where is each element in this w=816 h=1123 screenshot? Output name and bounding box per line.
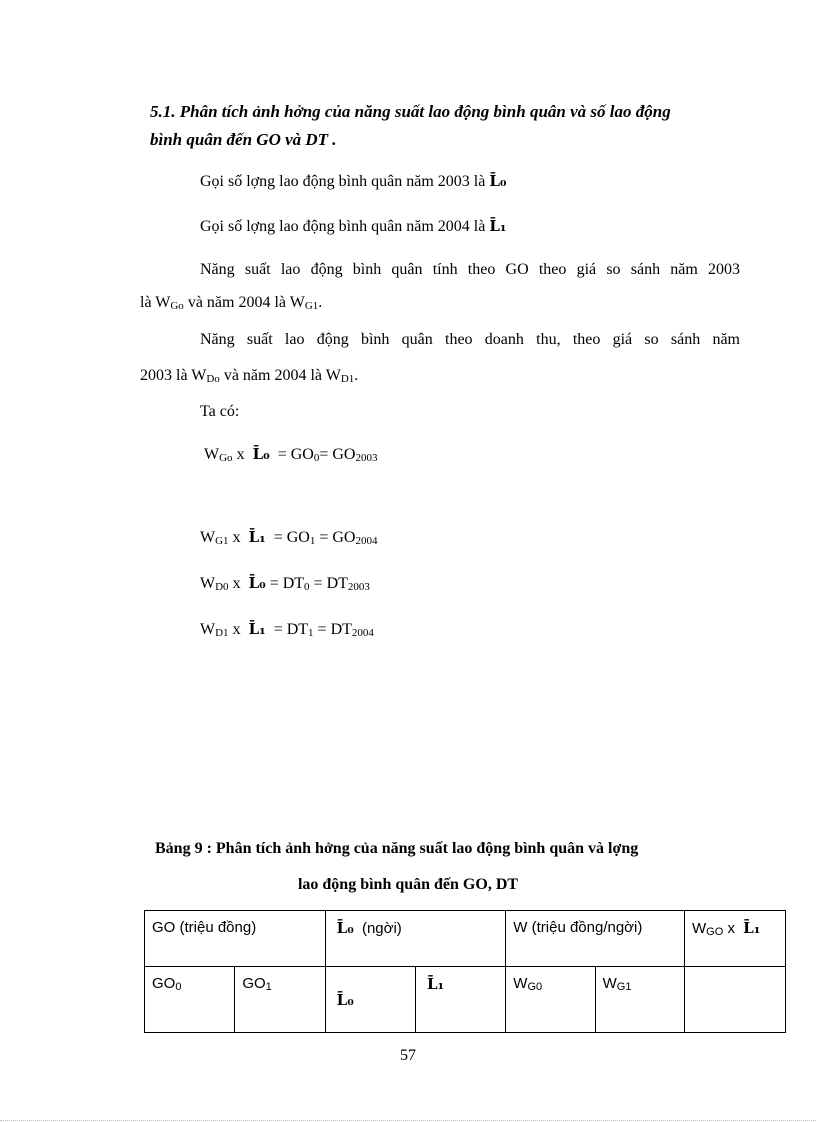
cell-l0: L̄₀ [325, 967, 415, 1033]
cell-go1: GO1 [235, 967, 325, 1033]
analysis-table [144, 910, 786, 1033]
table-row [145, 967, 786, 1033]
header-l: L̄₀ (ngời) [325, 911, 506, 967]
section-heading-line2: bình quân đến GO và DT . [150, 130, 337, 149]
l0-symbol: L̄₀ [336, 919, 354, 937]
section-heading-line1: 5.1. Phân tích ảnh hởng của năng suất lao động bình quân và số lao động [150, 102, 671, 121]
header-wgo-x-l1: WGO x L̄₁ [685, 911, 786, 967]
table-caption-line2: lao động bình quân đến GO, DT [297, 876, 519, 893]
cell-empty [685, 967, 786, 1033]
equation-go1: WG1 x L̄₁ = GO1 = GO2004 [200, 528, 378, 547]
paragraph-l0: Gọi số lợng lao động bình quân năm 2003 là L̄₀ [200, 172, 507, 190]
l1-symbol: L̄₁ [489, 217, 507, 235]
paragraph-dt-productivity: Năng suất lao động bình quân theo doanh thu, theo giá so sánh năm [200, 331, 740, 348]
ta-co-label: Ta có: [200, 403, 240, 420]
equation-dt0: WD0 x L̄₀ = DT0 = DT2003 [200, 574, 370, 593]
cell-wg0: WG0 [506, 967, 595, 1033]
cell-l1: L̄₁ [415, 967, 505, 1033]
paragraph-dt-productivity-cont: 2003 là WDo và năm 2004 là WD1. [140, 367, 359, 385]
equation-dt1: WD1 x L̄₁ = DT1 = DT2004 [200, 620, 374, 639]
paragraph-go-productivity: Năng suất lao động bình quân tính theo GO theo giá so sánh năm 2003 [200, 261, 740, 278]
header-go: GO (triệu đồng) [145, 911, 326, 967]
cell-go0: GO0 [145, 967, 235, 1033]
page-bottom-divider [0, 1120, 816, 1121]
table-header-row [145, 911, 786, 967]
cell-wg1: WG1 [595, 967, 684, 1033]
equation-go0: WGo x L̄₀ = GO0= GO2003 [204, 445, 378, 464]
paragraph-go-productivity-cont: là WGo và năm 2004 là WG1. [140, 294, 323, 312]
header-w: W (triệu đồng/ngời) [506, 911, 685, 967]
l0-symbol: L̄₀ [489, 172, 507, 190]
page-number: 57 [400, 1047, 416, 1064]
paragraph-l1: Gọi số lợng lao động bình quân năm 2004 là L̄₁ [200, 217, 507, 235]
table-caption-line1: Bảng 9 : Phân tích ảnh hởng của năng suất lao động bình quân và lợng [155, 840, 639, 857]
